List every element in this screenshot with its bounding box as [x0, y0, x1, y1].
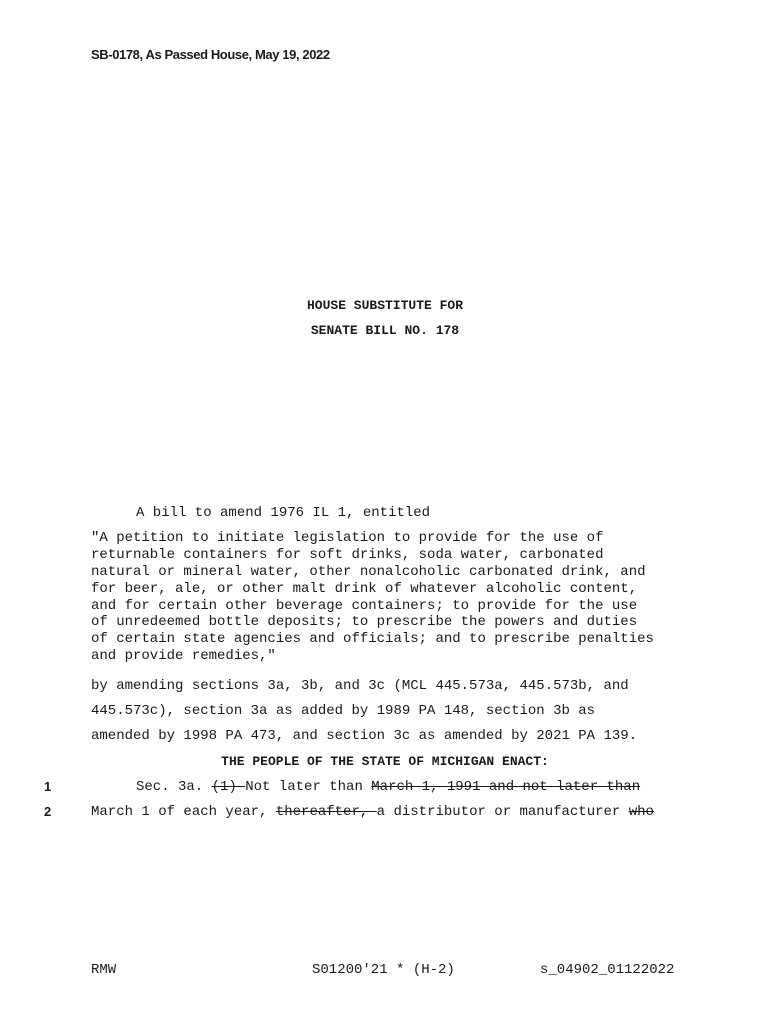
quote-line: for beer, ale, or other malt drink of whatever alcoholic content,: [91, 581, 638, 597]
quote-line: and provide remedies,": [91, 648, 276, 664]
line-text: Not later than: [245, 779, 372, 795]
quote-line: and for certain other beverage containers; to provide for the use: [91, 598, 638, 614]
enacting-clause: THE PEOPLE OF THE STATE OF MICHIGAN ENACT:: [221, 754, 549, 769]
amend-line: 445.573c), section 3a as added by 1989 PA 148, section 3b as: [91, 703, 596, 719]
title-line-2: SENATE BILL NO. 178: [310, 323, 460, 338]
quote-line: "A petition to initiate legislation to provide for the use of: [91, 530, 604, 546]
document-header: SB-0178, As Passed House, May 19, 2022: [91, 47, 330, 62]
quote-line: natural or mineral water, other nonalcoholic carbonated drink, and: [91, 564, 646, 580]
bill-line-2: [91, 804, 654, 820]
footer-drafter: RMW: [91, 962, 117, 978]
bill-line-1: [136, 779, 640, 795]
line-text: Sec. 3a.: [136, 779, 212, 795]
footer-file-id: s_04902_01122022: [540, 962, 675, 978]
amend-line: amended by 1998 PA 473, and section 3c as amended by 2021 PA 139.: [91, 728, 638, 744]
line-number: 1: [44, 779, 52, 794]
line-text: March 1 of each year,: [91, 804, 276, 820]
struck-text: (1): [211, 779, 246, 795]
line-text: a distributor or manufacturer: [376, 804, 629, 820]
bill-intro: A bill to amend 1976 IL 1, entitled: [136, 505, 431, 521]
struck-text: who: [628, 804, 654, 820]
title-line-1: HOUSE SUBSTITUTE FOR: [306, 298, 464, 313]
quote-line: returnable containers for soft drinks, soda water, carbonated: [91, 547, 604, 563]
amend-line: by amending sections 3a, 3b, and 3c (MCL 445.573a, 445.573b, and: [91, 678, 629, 694]
quote-line: of unredeemed bottle deposits; to prescribe the powers and duties: [91, 614, 638, 630]
struck-text: March 1, 1991 and not later than: [371, 779, 641, 795]
struck-text: thereafter,: [275, 804, 377, 820]
line-number: 2: [44, 804, 52, 819]
quote-line: of certain state agencies and officials; and to prescribe penalties: [91, 631, 654, 647]
footer-doc-id: S01200'21 * (H-2): [312, 962, 455, 978]
